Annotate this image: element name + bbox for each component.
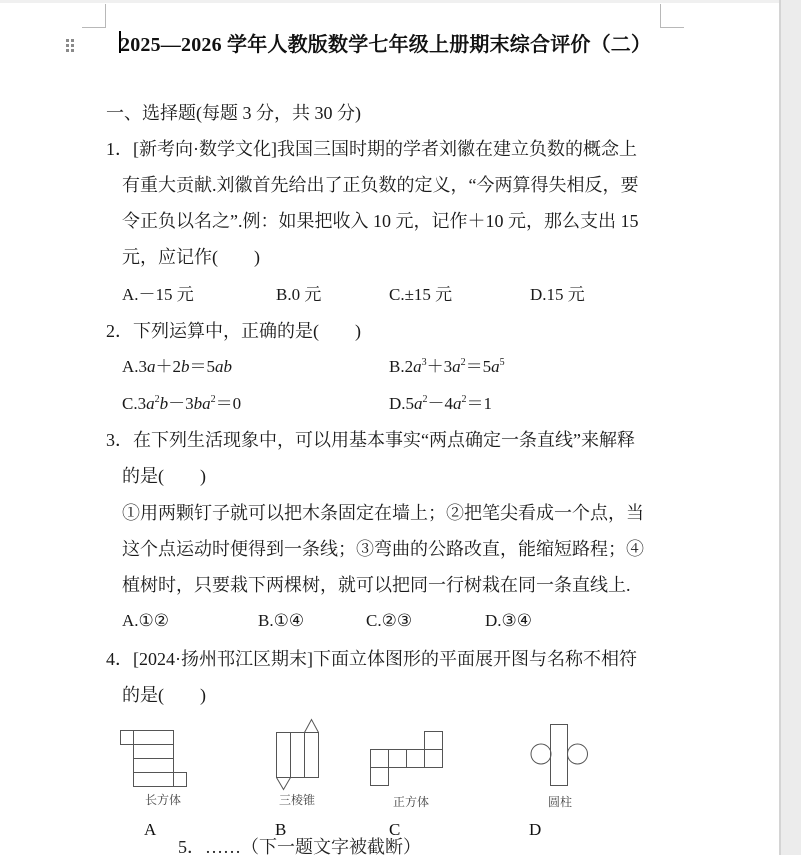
question-number: 3． [106,430,133,450]
window-top-edge [0,0,780,3]
page-corner-mark-left [82,4,106,28]
q2-option-a: A.3a＋2b＝5ab [122,357,233,376]
question-3-line-1 [106,429,635,451]
q1-option-a: A.－15 元 [122,285,194,304]
question-text: [2024·扬州邗江区期末]下面立体图形的平面展开图与名称不相符 [133,649,637,669]
q2-option-b: $B.2a^3+3a^2=5a^5$ [389,357,505,376]
page-corner-mark-right [660,4,684,28]
q3-option-c: C.②③ [366,611,413,630]
question-text: [新考向·数学文化]我国三国时期的学者刘徽在建立负数的概念上 [133,139,637,159]
question-4-line-1 [106,648,637,670]
q3-option-a: A.①② [122,611,170,630]
question-2-line-1 [106,320,361,342]
question-1-line-2: 有重大贡献.刘徽首先给出了正负数的定义，“今两算得失相反，要 [122,175,639,195]
q1-option-c: C.±15 元 [389,285,453,304]
figure-b-label: B [275,820,287,839]
figure-c-label: C [389,820,401,839]
document-title: 2025—2026 学年人教版数学七年级上册期末综合评价（二） [120,34,652,56]
vertical-scrollbar[interactable] [779,0,801,855]
question-number: 1． [106,139,133,159]
figure-c-cube-net-icon [368,730,448,790]
figure-c-caption: 正方体 [393,795,430,809]
paragraph-drag-handle-icon[interactable] [66,39,74,53]
question-number: 4． [106,649,133,669]
figure-a-caption: 长方体 [145,793,182,807]
figure-b-prism-net-icon [270,717,330,792]
figure-a-cuboid-net-icon [118,725,198,790]
question-1-line-1 [106,138,637,160]
q1-option-b: B.0 元 [276,285,322,304]
question-text: 下列运算中，正确的是( ) [133,321,361,341]
next-question-partial-line: 5．……（下一题文字被截断） [178,837,421,857]
q2-option-c: $C.3a^2b-3ba^2=0$ [122,394,242,413]
q3-option-d: D.③④ [485,611,533,630]
question-text: 在下列生活现象中，可以用基本事实“两点确定一条直线”来解释 [133,430,635,450]
q3-option-b: B.①④ [258,611,305,630]
figure-d-caption: 圆柱 [548,795,573,809]
question-3-line-3: ①用两颗钉子就可以把木条固定在墙上；②把笔尖看成一个点，当 [122,503,644,523]
question-3-line-4: 这个点运动时便得到一条线；③弯曲的公路改直，能缩短路程；④ [122,539,644,559]
section-heading: 一、选择题(每题 3 分，共 30 分) [106,103,361,123]
figure-d-cylinder-net-icon [528,722,592,790]
question-3-line-2: 的是( ) [122,466,206,486]
q2-option-d: $D.5a^2-4a^2=1$ [389,394,493,413]
figure-a-label: A [144,820,157,839]
question-4-line-2: 的是( ) [122,685,206,705]
question-1-line-3: 令正负以名之”.例：如果把收入 10 元，记作＋10 元，那么支出 15 [122,211,639,231]
q1-option-d: D.15 元 [530,285,585,304]
question-3-line-5: 植树时，只要栽下两棵树，就可以把同一行树栽在同一条直线上. [122,575,631,595]
figure-d-label: D [529,820,542,839]
question-number: 2． [106,321,133,341]
question-1-line-4: 元，应记作( ) [122,247,260,267]
figure-b-caption: 三棱锥 [279,793,316,807]
